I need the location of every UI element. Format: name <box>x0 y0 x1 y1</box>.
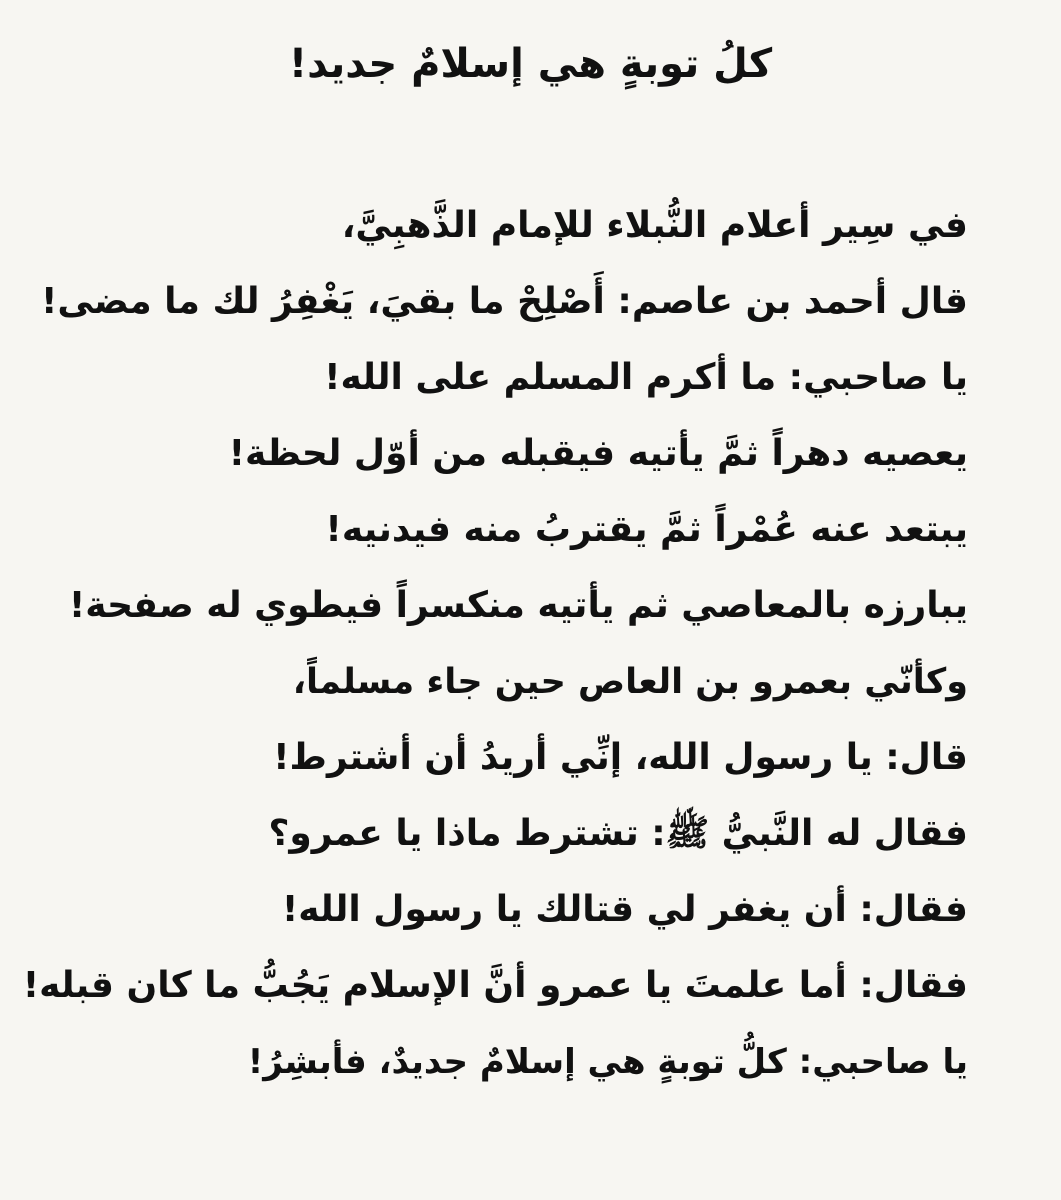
text-line: قال: يا رسول الله، إنِّي أريدُ أن أشترط! <box>273 737 968 778</box>
text-line: يبتعد عنه عُمْراً ثمَّ يقتربُ منه فيدنيه! <box>325 509 968 550</box>
text-line: في سِير أعلام النُّبلاء للإمام الذَّهبِيَّ، <box>341 205 968 246</box>
text-line: يبارزه بالمعاصي ثم يأتيه منكسراً فيطوي له صفحة! <box>68 585 968 626</box>
text-line: قال أحمد بن عاصم: أَصْلِحْ ما بقيَ، يَغْفِرُ لك ما مضى! <box>41 281 968 322</box>
text-line: يا صاحبي: ما أكرم المسلم على الله! <box>324 357 968 398</box>
poem-lines <box>22 188 968 1100</box>
text-line: فقال: أن يغفر لي قتالك يا رسول الله! <box>281 889 968 930</box>
text-line: يا صاحبي: كلُّ توبةٍ هي إسلامٌ جديدٌ، فأبشِرُ! <box>247 1042 968 1082</box>
text-line: وكأنّي بعمرو بن العاص حين جاء مسلماً، <box>292 662 968 702</box>
page-title: كلُ توبةٍ هي إسلامٌ جديد! <box>288 41 773 87</box>
text-line: فقال له النَّبيُّ ﷺ: تشترط ماذا يا عمرو؟ <box>268 813 968 854</box>
text-line: فقال: أما علمتَ يا عمرو أنَّ الإسلام يَجُبُّ ما كان قبله! <box>22 965 968 1006</box>
text-line: يعصيه دهراً ثمَّ يأتيه فيقبله من أوّل لحظة! <box>228 433 968 474</box>
